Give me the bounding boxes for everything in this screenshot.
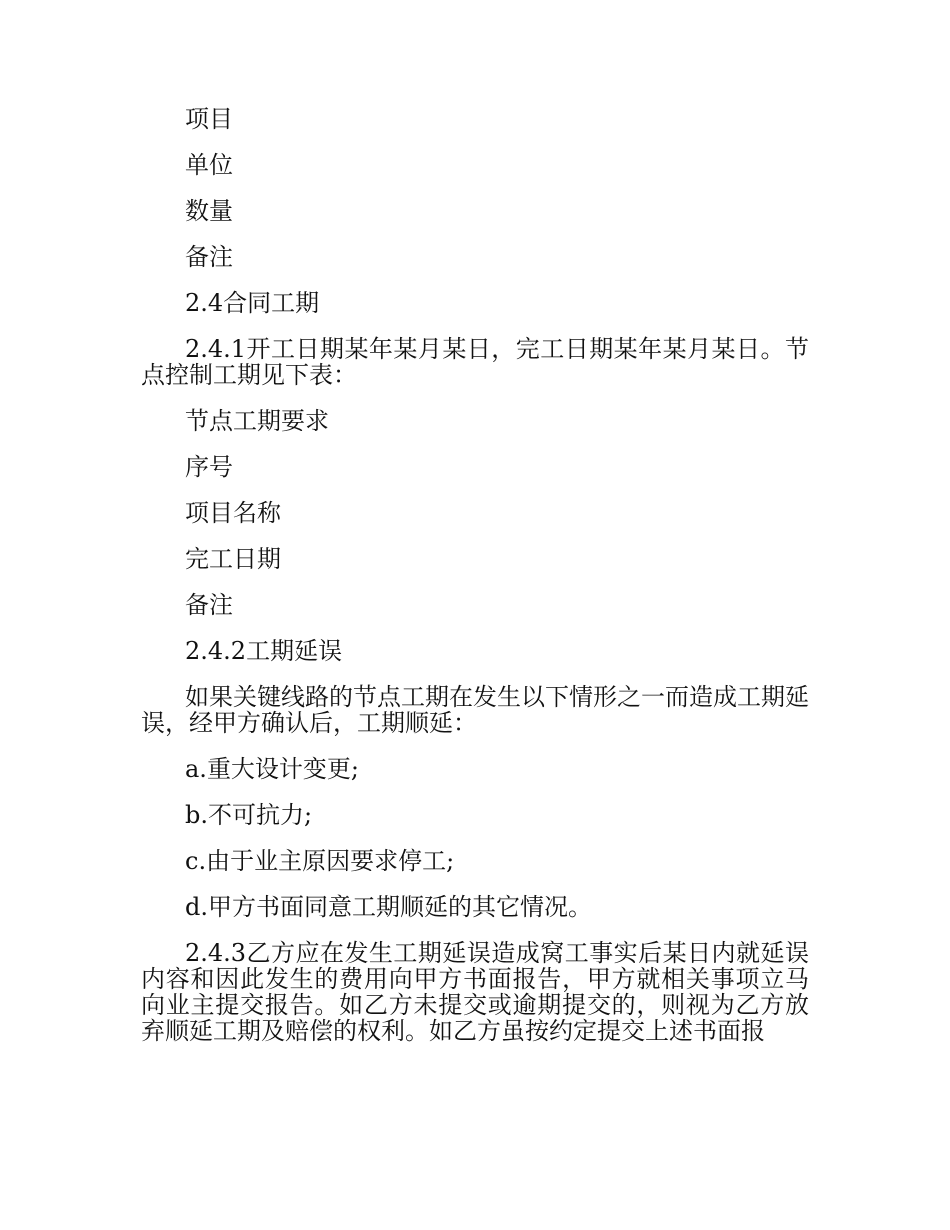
table-header-item-name: 项目名称	[185, 499, 281, 527]
paragraph-item: 项目	[185, 105, 233, 133]
table-header-remarks: 备注	[185, 591, 233, 619]
paragraph-delay-conditions: 如果关键线路的节点工期在发生以下情形之一而造成工期延误，经甲方确认后，工期顺延：	[141, 683, 809, 737]
table-header-completion-date: 完工日期	[185, 545, 281, 573]
paragraph-unit: 单位	[185, 151, 233, 179]
paragraph-start-completion-dates: 2.4.1开工日期某年某月某日，完工日期某年某月某日。节点控制工期见下表：	[141, 335, 809, 389]
list-item-a: a.重大设计变更;	[185, 755, 360, 783]
table-title-milestone-requirements: 节点工期要求	[185, 407, 329, 435]
list-item-d: d.甲方书面同意工期顺延的其它情况。	[185, 893, 592, 921]
list-item-c: c.由于业主原因要求停工;	[185, 847, 455, 875]
document-page	[141, 106, 809, 1064]
section-heading-schedule-delay: 2.4.2工期延误	[185, 637, 343, 665]
paragraph-delay-reporting: 2.4.3乙方应在发生工期延误造成窝工事实后某日内就延误内容和因此发生的费用向甲方书面报告，甲方就相关事项立马向业主提交报告。如乙方未提交或逾期提交的，则视为乙方放弃顺延工期及赔偿的权利。如乙方虽按约定提交上述书面报	[141, 939, 809, 1045]
paragraph-remarks: 备注	[185, 243, 233, 271]
list-item-b: b.不可抗力;	[185, 801, 313, 829]
table-header-serial-number: 序号	[185, 453, 233, 481]
section-heading-contract-period: 2.4合同工期	[185, 289, 320, 317]
paragraph-quantity: 数量	[185, 197, 233, 225]
